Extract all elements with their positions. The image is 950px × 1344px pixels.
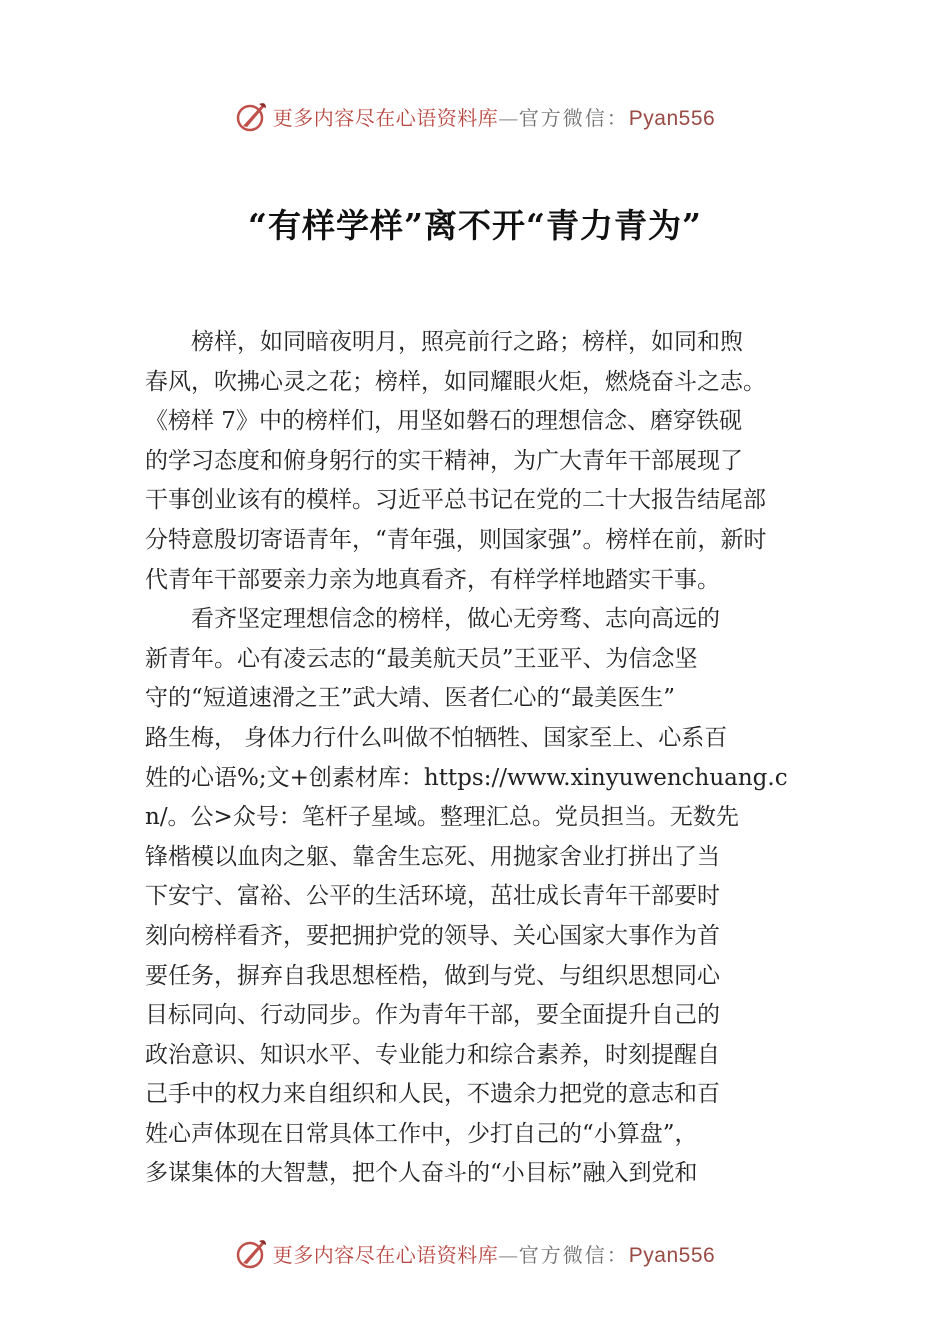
banner-text: [273, 1239, 715, 1268]
paragraph-1: [145, 323, 835, 600]
text-line: 目标同向、行动同步。作为青年干部，要全面提升自己的: [145, 1002, 720, 1029]
text-line: 刻向榜样看齐，要把拥护党的领导、关心国家大事作为首: [145, 922, 720, 949]
page-title: “有样学样”离不开“青力青为”: [248, 206, 702, 245]
banner-wechat-id: Pyan556: [628, 106, 716, 130]
text-line: 春风，吹拂心灵之花；榜样，如同耀眼火炬，燃烧奋斗之志。: [145, 368, 766, 395]
text-line: 代青年干部要亲力亲为地真看齐，有样学样地踏实干事。: [145, 566, 720, 593]
banner-separator: —: [498, 1242, 519, 1267]
text-line: 《榜样 7》中的榜样们，用坚如磐石的理想信念、磨穿铁砚: [145, 408, 742, 435]
text-line: 姓心声体现在日常具体工作中，少打自己的“小算盘”，: [145, 1120, 698, 1147]
text-line: 下安宁、富裕、公平的生活环境，茁壮成长青年干部要时: [145, 883, 720, 910]
article-body: [145, 323, 835, 1194]
text-line: 守的“短道速滑之王”武大靖、医者仁心的“最美医生”: [145, 685, 676, 712]
footer-banner: [0, 1233, 950, 1273]
banner-wechat-label: 官方微信：: [518, 1242, 629, 1267]
text-line: 己手中的权力来自组织和人民，不遗余力把党的意志和百: [145, 1081, 720, 1108]
banner-text: [273, 102, 715, 131]
text-line: 要任务，摒弃自我思想桎梏，做到与党、与组织思想同心: [145, 962, 720, 989]
banner-main-text: 更多内容尽在心语资料库: [272, 1242, 499, 1267]
quill-logo-icon: [235, 99, 269, 133]
text-line: 政治意识、知识水平、专业能力和综合素养，时刻提醒自: [145, 1041, 720, 1068]
text-line: 新青年。心有凌云志的“最美航天员”王亚平、为信念坚: [145, 645, 698, 672]
banner-separator: —: [498, 105, 519, 130]
banner-wechat-id: Pyan556: [628, 1243, 716, 1267]
paragraph-2: [145, 600, 835, 1194]
text-line: 多谋集体的大智慧，把个人奋斗的“小目标”融入到党和: [145, 1160, 698, 1187]
quill-logo-icon: [235, 1236, 269, 1270]
text-line: 锋楷模以血肉之躯、靠舍生忘死、用抛家舍业打拼出了当: [145, 843, 720, 870]
text-line: n/。公>众号：笔杆子星域。整理汇总。党员担当。无数先: [145, 804, 739, 831]
text-line: 的学习态度和俯身躬行的实干精神，为广大青年干部展现了: [145, 447, 743, 474]
text-line: 榜样，如同暗夜明月，照亮前行之路；榜样，如同和煦: [191, 329, 743, 355]
header-banner: [0, 96, 950, 136]
text-line: 路生梅， 身体力行什么叫做不怕牺牲、国家至上、心系百: [145, 724, 728, 751]
text-line: 分特意殷切寄语青年，“青年强，则国家强”。榜样在前，新时: [145, 526, 767, 553]
text-line: 干事创业该有的模样。习近平总书记在党的二十大报告结尾部: [145, 487, 766, 514]
text-line: 看齐坚定理想信念的榜样，做心无旁骛、志向高远的: [191, 606, 720, 633]
banner-wechat-label: 官方微信：: [518, 105, 629, 130]
banner-main-text: 更多内容尽在心语资料库: [272, 105, 499, 130]
text-line: 姓的心语%;文+创素材库：https://www.xinyuwenchuang.c: [145, 764, 788, 791]
